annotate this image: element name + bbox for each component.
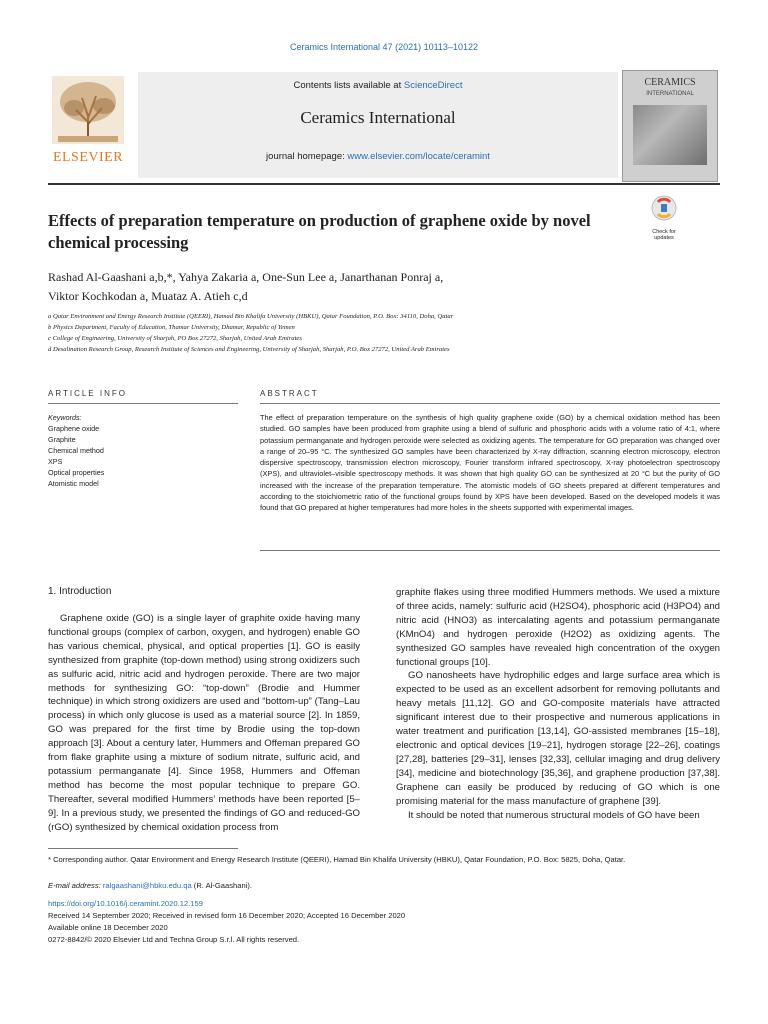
- footnote-rule: [48, 848, 238, 849]
- corresponding-author-note: * Corresponding author. Qatar Environment and Energy Research Institute (QEERI), Hamad Bin Khalifa University (HBKU), Qatar Foundation, P.O. Box: 5825, Doha, Qatar.: [48, 855, 626, 864]
- intro-left-column: [48, 612, 360, 835]
- abstract-rule: [260, 403, 720, 404]
- cover-image: [633, 105, 707, 165]
- keyword-item: XPS: [48, 457, 63, 466]
- authors-line-1: Rashad Al-Gaashani a,b,*, Yahya Zakaria a, One-Sun Lee a, Janarthanan Ponraj a,: [48, 270, 444, 284]
- body-paragraph: It should be noted that numerous structural models of GO have been: [408, 809, 700, 821]
- affiliation-a: a Qatar Environment and Energy Research Institute (QEERI), Hamad Bin Khalifa University (HBKU), Qatar Foundation, P.O. Box: 34110, Doha, Qatar: [48, 313, 454, 320]
- section-heading-introduction: 1. Introduction: [48, 586, 112, 597]
- journal-homepage: [138, 151, 618, 162]
- email-label: E-mail address:: [48, 881, 101, 890]
- journal-name: Ceramics International: [300, 108, 456, 127]
- email-suffix: (R. Al-Gaashani).: [193, 881, 253, 890]
- intro-right-column: [396, 586, 720, 822]
- cover-subtitle: INTERNATIONAL: [646, 91, 694, 97]
- journal-citation[interactable]: Ceramics International 47 (2021) 10113–10122: [290, 42, 478, 52]
- abstract-bottom-rule: [260, 550, 720, 551]
- body-paragraph: graphite flakes using three modified Hummers methods. We used a mixture of three acids, namely: sulfuric acid (H2SO4), phosphoric acid (H3PO4) and nitric acid (HNO3) as intercalating agents and potassium permanganate (KMnO4) and hydrogen peroxide (H2O2) as oxidizing agents. The synthesized GO samples have revealed high concentration of the oxygen functional groups [10].: [396, 587, 720, 668]
- article-title: Effects of preparation temperature on production of graphene oxide by novel chemical processing: [48, 211, 591, 252]
- journal-cover[interactable]: [622, 70, 718, 182]
- affiliation-d: d Desalination Research Group, Research Institute of Sciences and Engineering, University of Sharjah, Sharjah, P.O. Box 27272, United Arab Emirates: [48, 346, 450, 353]
- publisher-name: ELSEVIER: [52, 150, 124, 165]
- contents-prefix: Contents lists available at: [293, 80, 402, 91]
- cover-title: CERAMICS: [644, 77, 696, 88]
- keywords-label: Keywords:: [48, 413, 82, 422]
- keyword-item: Atomistic model: [48, 479, 99, 488]
- abstract-heading: ABSTRACT: [260, 389, 319, 398]
- keyword-item: Graphite: [48, 435, 76, 444]
- check-for-updates-badge[interactable]: [644, 194, 684, 241]
- article-info-rule: [48, 403, 238, 404]
- abstract-text: The effect of preparation temperature on the synthesis of high quality graphene oxide (GO) by a chemical oxidation method has been studied. GO samples have been produced from graphite using a blend of sulfuric and phosphoric acids with a volume ratio of 4:1, where potassium permanganate and hydrogen peroxide were selected as oxidizing agents. The temperature for GO preparation was changed over a range of 20–95 °C. The synthesized GO samples have been characterized by X-ray diffraction, scanning electron microscopy, electron dispersive spectroscopy, transmission electron microscopy, Fourier transform infrared spectroscopy, X-ray photoelectron spectroscopy (XPS), and ultraviolet–visible spectroscopy methods. It was shown that high quality GO can be synthesized at 20 °C but the purity of GO increased with the increase of the preparation temperature. The atomistic models of GO sheets prepared at different temperatures and according to the stoichiometric ratio of the functional groups found by XPS have been developed. Based on the developed models it was found that GO prepared at higher temperatures had more holes in the sheets supported with experimental images.: [260, 413, 720, 513]
- affiliation-b: b Physics Department, Faculty of Education, Thamar University, Dhamar, Republic of Yemen: [48, 324, 295, 331]
- body-paragraph: Graphene oxide (GO) is a single layer of graphite oxide having many functional groups (complex of carbon, oxygen, and hydrogen) enable GO has various chemical, physical, and optical properties [1]. GO is easily synthesized from graphite (top-down method) using strong oxidizers such as sulfuric acid, nitric acid and hydrogen peroxide. There are two major methods for synthesizing GO: “top-down” (Brodie and Hummer technique) in which strong oxidizers are used and “bottom-up” (Tang–Lau process) in which only glucose is used as a material source [2]. In 1859, GO was prepared for the first time by Brodie using the top-down approach [3]. About a century later, Hummers and Offeman prepared GO from flake graphite using a mixture of sodium nitrate, sulfuric acid, and potassium permanganate [4]. Since 1958, Hummers and Offeman method has become the most popular technique to prepare GO. Thereafter, several modified Hummers’ methods have been reported [5–9]. In a previous study, we presented the findings of GO and reduced-GO (rGO) synthesized by chemical oxidation process from: [48, 613, 360, 833]
- keyword-item: Graphene oxide: [48, 424, 100, 433]
- doi-link[interactable]: https://doi.org/10.1016/j.ceramint.2020.12.159: [48, 899, 203, 908]
- contents-line: [138, 80, 618, 91]
- body-paragraph: GO nanosheets have hydrophilic edges and large surface area which is expected to be used as an excellent adsorbent for removing pollutants and heavy metals [11,12]. GO and GO-composite materials have attracted significant interest due to their prospective and numerous applications in water treatment and purification [13,14], GO-assisted membranes [15–18], electronic and optical devices [19–21], hydrogen storage [22–26], coatings [27,28], batteries [29–31], lenses [32,33], cellular imaging and drug delivery [34], medicine and biotechnology [35,36], and graphene production [37,38]. Graphene can easily be produced by reducing of GO which is one promising material for the mass manufacture of graphene [39].: [396, 670, 720, 807]
- email-link[interactable]: ralgaashani@hbku.edu.qa: [102, 881, 192, 890]
- affiliation-c: c College of Engineering, University of Sharjah, PO Box 27272, Sharjah, United Arab Emirates: [48, 335, 302, 342]
- received-dates: Received 14 September 2020; Received in revised form 16 December 2020; Accepted 16 December 2020: [48, 911, 406, 920]
- check-updates-icon: [644, 194, 684, 224]
- header-rule: [48, 183, 720, 185]
- copyright-line: 0272-8842/© 2020 Elsevier Ltd and Techna Group S.r.l. All rights reserved.: [48, 935, 300, 944]
- sciencedirect-link[interactable]: ScienceDirect: [403, 80, 463, 91]
- keyword-item: Chemical method: [48, 446, 104, 455]
- authors-line-2: Viktor Kochkodan a, Muataz A. Atieh c,d: [48, 289, 248, 303]
- article-info-heading: ARTICLE INFO: [48, 389, 127, 398]
- check-updates-label: Check for updates: [652, 229, 676, 241]
- homepage-link[interactable]: www.elsevier.com/locate/ceramint: [347, 151, 490, 162]
- homepage-prefix: journal homepage:: [266, 151, 345, 162]
- email-line: [48, 880, 720, 892]
- keyword-item: Optical properties: [48, 468, 105, 477]
- available-online: Available online 18 December 2020: [48, 923, 168, 932]
- author-list: [48, 268, 648, 306]
